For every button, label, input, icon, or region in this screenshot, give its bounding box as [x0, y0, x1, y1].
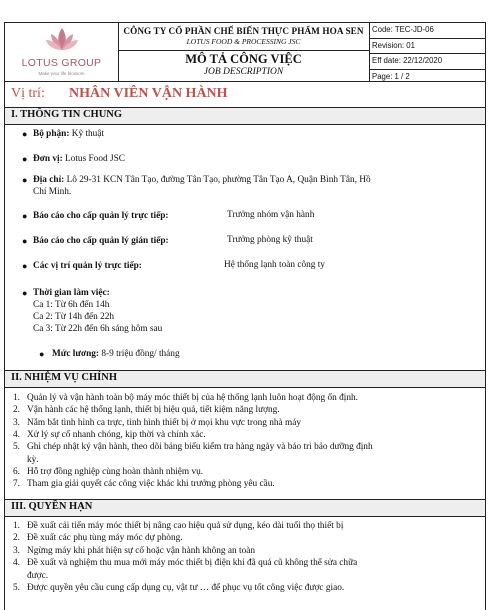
doc-revision: Revision: 01 — [369, 39, 485, 55]
list-item — [13, 417, 472, 430]
list-text: Đề xuất và nghiệm thu mua mới máy móc thiết bị điện khi đã quá cũ không thể sửa chữa — [27, 558, 358, 569]
company-line — [118, 23, 369, 51]
list-text: Đề xuất các phụ tùng máy móc dự phòng. — [27, 533, 183, 544]
list-item — [13, 393, 472, 405]
info-unit — [22, 153, 125, 165]
doc-title — [118, 51, 369, 77]
info-value-cont: Chí Minh. — [33, 187, 72, 197]
info-working-time — [22, 287, 163, 335]
list-number: 2. — [13, 533, 20, 544]
document-header — [5, 23, 485, 82]
shift-2: Ca 2: Từ 14h đến 22h — [33, 312, 115, 322]
section-title: II. NHIỆM VỤ CHÍNH — [11, 372, 117, 383]
position-row — [5, 81, 485, 108]
info-value: Kỹ thuật — [71, 129, 105, 139]
info-department — [22, 128, 105, 140]
list-number: 3. — [13, 545, 20, 556]
shift-1: Ca 1: Từ 6h đến 14h — [33, 300, 110, 310]
bullet-icon: ● — [22, 288, 28, 298]
meta-cell — [369, 23, 485, 81]
list-text: Tham gia giải quyết các công việc khác khi trưởng phòng yêu cầu. — [27, 479, 275, 490]
list-item — [13, 545, 472, 558]
list-text: kỳ. — [27, 454, 39, 465]
list-item — [13, 466, 472, 479]
info-label: Đơn vị: — [33, 154, 63, 164]
list-text: Xử lý sự cố nhanh chóng, kịp thời và chính xác. — [27, 429, 206, 440]
list-text: Đề xuất cải tiến máy móc thiết bị nâng cao hiệu quả sử dụng, kéo dài tuổi thọ thiết bị — [27, 521, 344, 531]
position-value: NHÂN VIÊN VẬN HÀNH — [69, 86, 228, 101]
info-direct-manager-value: Trưởng nhóm vận hành — [227, 210, 315, 220]
list-number: 6. — [13, 466, 20, 477]
list-number: 3. — [13, 417, 20, 428]
lotus-logo-icon — [45, 26, 79, 56]
list-number: 1. — [13, 521, 20, 531]
list-number: 4. — [13, 429, 20, 440]
list-text: Ghi chép nhật ký vận hành, theo dõi bảng biểu kiểm tra hàng ngày và báo trì bảo dưỡng định — [27, 442, 373, 453]
list-text: Nắm bắt tình hình ca trực, tình hình thiết bị ở mọi khu vực trong nhà máy — [27, 417, 301, 428]
list-item — [13, 405, 472, 417]
section-authority-heading — [5, 500, 485, 517]
info-label: Các vị trí quản lý trực tiếp: — [33, 261, 142, 271]
company-name: CÔNG TY CỔ PHẦN CHẾ BIẾN THỰC PHẨM HOA SEN — [123, 26, 364, 36]
bullet-icon: ● — [22, 211, 28, 221]
info-value: Lotus Food JSC — [65, 154, 125, 164]
bullet-icon: ● — [22, 175, 28, 185]
doc-eff-date: Eff date: 22/12/2020 — [369, 54, 485, 70]
info-label: Mức lương: — [52, 349, 100, 359]
doc-title-vn: MÔ TẢ CÔNG VIỆC — [185, 52, 302, 66]
list-number: 2. — [13, 405, 20, 416]
info-indirect-manager-value: Trưởng phòng kỹ thuật — [227, 235, 313, 245]
list-item — [13, 533, 472, 545]
bullet-icon: ● — [22, 154, 28, 164]
list-number: 5. — [13, 583, 20, 593]
list-item — [27, 455, 472, 467]
info-label: Báo cáo cho cấp quản lý gián tiếp: — [33, 236, 169, 246]
doc-title-en: JOB DESCRIPTION — [203, 67, 284, 77]
info-label: Báo cáo cho cấp quản lý trực tiếp: — [33, 211, 169, 221]
list-item — [13, 479, 472, 491]
section-general-info-heading — [5, 108, 485, 125]
company-name-en: LOTUS FOOD & PROCESSING JSC — [186, 37, 301, 46]
bullet-icon: ● — [22, 236, 28, 246]
info-indirect-manager — [22, 235, 169, 247]
doc-code: Code: TEC-JD-06 — [369, 23, 485, 39]
logo-text: LOTUS GROUP — [21, 57, 102, 69]
list-number: 7. — [13, 479, 20, 490]
logo-tagline: Make your life blossom — [38, 71, 85, 76]
logo-cell — [5, 23, 119, 81]
list-text: Quản lý và vận hành toàn bộ máy móc thiết bị của hệ thống lạnh luôn hoạt động ổn định. — [27, 393, 359, 403]
list-item — [27, 571, 472, 583]
list-text: Được quyền yêu cầu cung cấp dụng cụ, vật tư … để phục vụ tốt công việc được giao. — [27, 583, 345, 593]
bullet-icon: ● — [22, 129, 28, 139]
list-text: Vận hành các hệ thống lạnh, thiết bị hiệu quả, tiết kiệm năng lượng. — [27, 405, 280, 416]
company-cell — [118, 23, 370, 81]
info-direct-manager — [22, 210, 169, 222]
info-label: Địa chỉ: — [33, 175, 65, 185]
position-label: Vị trí: — [11, 86, 45, 101]
info-address — [22, 174, 463, 198]
doc-page: Page: 1 / 2 — [372, 71, 410, 81]
info-label: Thời gian làm việc: — [33, 288, 110, 298]
info-managed-positions-value: Hệ thống lạnh toàn công ty — [224, 260, 325, 270]
document-page — [4, 22, 486, 610]
info-value: Lô 29-31 KCN Tân Tạo, đường Tân Tạo, phường Tân Tạo A, Quận Bình Tân, Hồ — [66, 175, 371, 185]
info-managed-positions — [22, 260, 142, 272]
bullet-icon: ● — [22, 261, 28, 271]
section-title: III. QUYỀN HẠN — [11, 501, 93, 512]
list-item — [13, 442, 472, 454]
shift-3: Ca 3: Từ 22h đến 6h sáng hôm sau — [33, 324, 163, 334]
list-item — [13, 429, 472, 442]
bullet-icon: ● — [39, 349, 45, 359]
list-text: Ngừng máy khi phát hiện sự cố hoặc vận hành không an toàn — [27, 545, 255, 556]
info-salary — [39, 348, 180, 360]
list-item — [13, 558, 472, 570]
list-number: 4. — [13, 558, 20, 569]
list-number: 1. — [13, 393, 20, 403]
list-item — [13, 583, 472, 595]
list-item — [13, 521, 472, 533]
section-main-duties-heading — [5, 371, 485, 388]
info-label: Bộ phận: — [33, 129, 70, 139]
list-number: 5. — [13, 442, 20, 453]
list-text: được. — [27, 570, 49, 581]
list-text: Hỗ trợ đồng nghiệp cùng hoàn thành nhiệm vụ. — [27, 466, 204, 477]
section-title: I. THÔNG TIN CHUNG — [11, 109, 123, 120]
info-value: 8-9 triệu đồng/ tháng — [101, 349, 180, 359]
